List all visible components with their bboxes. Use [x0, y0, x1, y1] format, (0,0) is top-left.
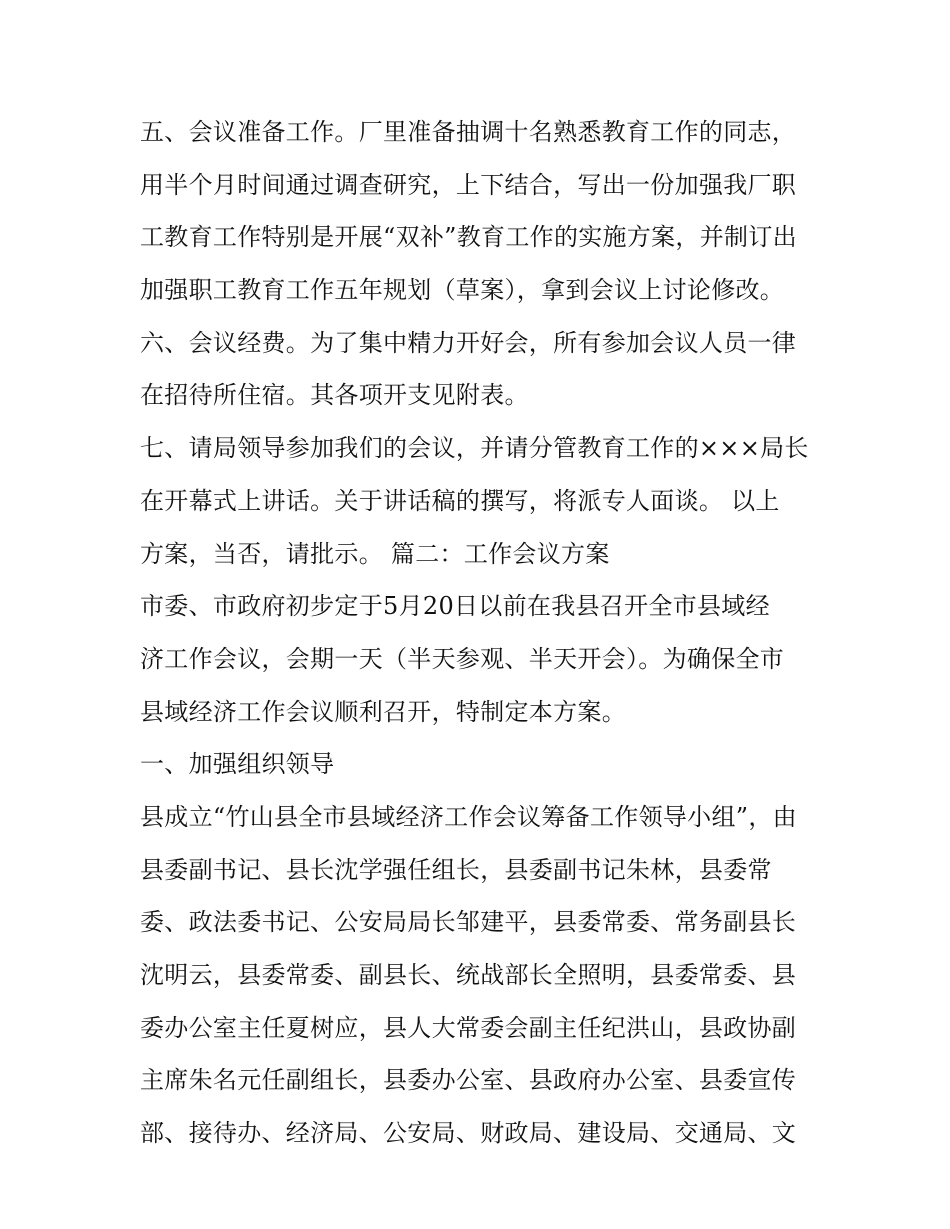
text-line: 县域经济工作会议顺利召开，特制定本方案。 — [140, 697, 626, 726]
text-line: 五、会议准备工作。厂里准备抽调十名熟悉教育工作的同志， — [140, 118, 797, 146]
text-line: 六、会议经费。为了集中精力开好会，所有参加会议人员一律 — [140, 328, 797, 357]
text-line: 部、接待办、经济局、公安局、财政局、建设局、交通局、文 — [140, 1119, 797, 1148]
text-line: 加强职工教育工作五年规划（草案），拿到会议上讨论修改。 — [140, 276, 785, 305]
text-line: 委、政法委书记、公安局局长邹建平，县委常委、常务副县长 — [140, 908, 797, 937]
text-line: 方案，当否，请批示。 篇二：工作会议方案 — [140, 539, 610, 568]
document-body — [140, 106, 820, 1160]
text-line: 用半个月时间通过调查研究，上下结合，写出一份加强我厂职 — [140, 170, 797, 199]
text-line: 在招待所住宿。其各项开支见附表。 — [140, 381, 529, 410]
section-heading: 一、加强组织领导 — [140, 750, 335, 779]
text-line: 县委副书记、县长沈学强任组长，县委副书记朱林，县委常 — [140, 855, 772, 884]
text-line: 市委、市政府初步定于5月20日以前在我县召开全市县域经 — [140, 592, 770, 621]
text-line: 县成立“竹山县全市县域经济工作会议筹备工作领导小组”，由 — [140, 802, 797, 831]
text-line: 在开幕式上讲话。关于讲话稿的撰写，将派专人面谈。 以上 — [140, 486, 780, 515]
text-line: 主席朱名元任副组长，县委办公室、县政府办公室、县委宣传 — [140, 1066, 797, 1095]
text-line: 工教育工作特别是开展“双补”教育工作的实施方案，并制订出 — [140, 223, 797, 252]
text-line: 七、请局领导参加我们的会议，并请分管教育工作的×××局长 — [140, 434, 809, 463]
text-line: 委办公室主任夏树应，县人大常委会副主任纪洪山，县政协副 — [140, 1013, 797, 1042]
text-line: 沈明云，县委常委、副县长、统战部长全照明，县委常委、县 — [140, 961, 797, 989]
text-line: 济工作会议，会期一天（半天参观、半天开会）。为确保全市 — [140, 644, 785, 673]
